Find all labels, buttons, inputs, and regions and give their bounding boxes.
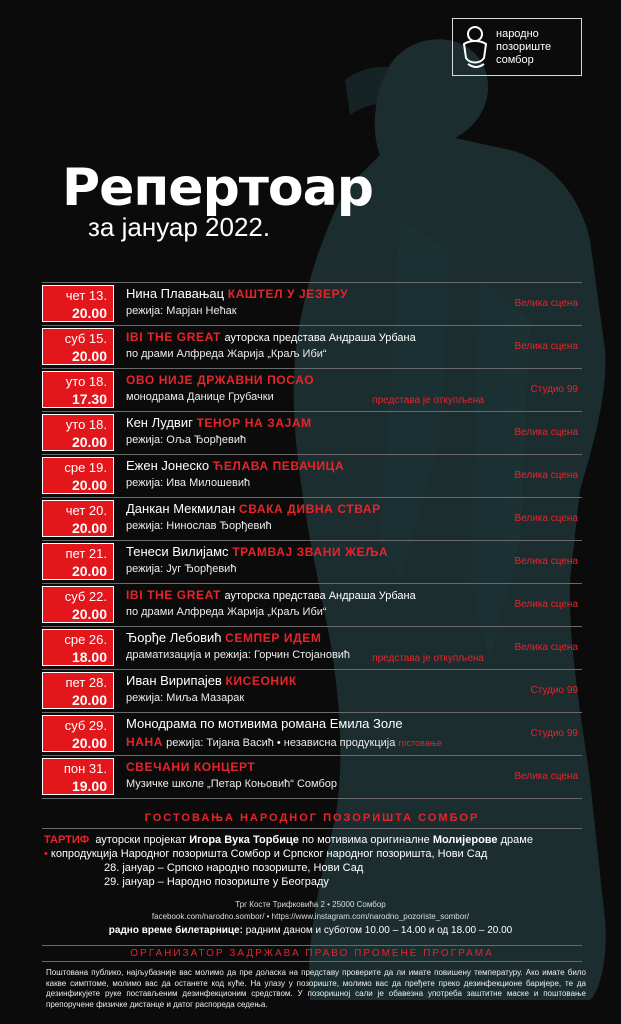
show-director: режија: Оља Ђорђевић — [126, 434, 247, 446]
repertoire-list — [42, 282, 582, 799]
page-title: Репертоар — [62, 158, 373, 218]
date-day: сре 26. — [64, 632, 107, 647]
show-title: СВАКА ДИВНА СТВАР — [238, 502, 381, 516]
page-subtitle: за јануар 2022. — [88, 212, 271, 242]
show-title: СЕМПЕР ИДЕМ — [225, 631, 322, 645]
date-time: 18.00 — [71, 649, 107, 665]
venue-label: Велика сцена — [514, 599, 578, 610]
author: Тенеси Вилијамс — [126, 544, 229, 559]
date-badge — [42, 715, 114, 752]
hours-value: радним даном и суботом 10.00 – 14.00 и од 18.00 – 20.00 — [245, 925, 513, 936]
venue-label: Велика сцена — [514, 298, 578, 309]
author: Иван Вирипајев — [126, 673, 222, 688]
logo-line-2: позориште — [496, 40, 552, 53]
venue-label: Велика сцена — [514, 642, 578, 653]
tour-text-a: ауторски пројекат — [95, 834, 187, 846]
row-line-2 — [126, 305, 237, 317]
date-day: пон 31. — [63, 761, 107, 776]
date-day: чет 13. — [65, 288, 107, 303]
row-line-2 — [126, 563, 236, 575]
theatre-mask-icon — [458, 24, 492, 70]
tour-place-2: – Народно позориште у Београду — [157, 876, 329, 888]
venue-label: Велика сцена — [514, 427, 578, 438]
show-director: режија: Марјан Нећак — [126, 305, 237, 317]
repertoire-row — [42, 584, 582, 627]
date-time: 20.00 — [71, 606, 107, 622]
sold-out-note: представа је откупљена — [372, 653, 484, 664]
box-office-hours — [0, 925, 621, 936]
venue-label: Велика сцена — [514, 513, 578, 524]
logo-line-3: сомбор — [496, 53, 534, 66]
author: Ђорђе Лебовић — [126, 630, 222, 645]
date-badge — [42, 371, 114, 408]
date-time: 20.00 — [71, 348, 107, 364]
venue-label: Велика сцена — [514, 556, 578, 567]
tour-place-1: – Српско народно позориште, Нови Сад — [157, 862, 364, 874]
tour-coproduction: копродукција Народног позоришта Сомбор и Српског народног позоришта, Нови Сад — [50, 848, 488, 860]
hours-label: радно време билетарнице: — [108, 925, 243, 936]
show-title: НАНА — [126, 735, 164, 749]
row-line-2 — [126, 348, 327, 360]
sold-out-note: представа је откупљена — [372, 395, 484, 406]
row-line-2 — [126, 692, 244, 704]
venue-label: Студио 99 — [530, 685, 578, 696]
row-line-2 — [126, 778, 337, 790]
repertoire-row — [42, 282, 582, 326]
tour-title: ТАРТИФ — [44, 834, 90, 846]
date-time: 20.00 — [71, 434, 107, 450]
guest-note: гостовање — [398, 738, 443, 748]
show-director: по драми Алфреда Жарија „Краљ Иби“ — [126, 348, 327, 360]
row-line-2 — [126, 735, 442, 749]
repertoire-row — [42, 412, 582, 455]
venue-label: Велика сцена — [514, 771, 578, 782]
date-day: сре 19. — [64, 460, 107, 475]
row-line-1 — [126, 544, 388, 559]
venue-label: Велика сцена — [514, 341, 578, 352]
row-line-1 — [126, 372, 314, 387]
show-title: IBI THE GREAT — [126, 588, 221, 602]
repertoire-row — [42, 498, 582, 541]
venue-label: Велика сцена — [514, 470, 578, 481]
date-badge — [42, 500, 114, 537]
tour-text-b: Игора Вука Торбице — [189, 834, 299, 846]
tour-date-1: 28. јануар — [104, 862, 155, 874]
tour-line-1 — [44, 833, 604, 847]
date-badge — [42, 328, 114, 365]
date-day: пет 28. — [65, 675, 107, 690]
logo-line-1: народно — [496, 27, 539, 40]
row-line-1 — [126, 458, 344, 473]
row-line-1 — [126, 415, 312, 430]
show-title: СВЕЧАНИ КОНЦЕРТ — [126, 760, 256, 774]
date-time: 20.00 — [71, 735, 107, 751]
row-line-1 — [126, 759, 255, 774]
author: Кен Лудвиг — [126, 415, 193, 430]
tour-text-d: Молијерове — [432, 834, 498, 846]
row-line-2 — [126, 477, 250, 489]
repertoire-row — [42, 541, 582, 584]
repertoire-row — [42, 670, 582, 713]
show-credit: ауторска представа Андраша Урбана — [224, 332, 416, 344]
row-line-2 — [126, 606, 327, 618]
repertoire-row — [42, 713, 582, 756]
date-time: 20.00 — [71, 477, 107, 493]
row-line-2 — [126, 649, 350, 661]
theatre-logo — [452, 18, 582, 76]
program-change-notice: ОРГАНИЗАТОР ЗАДРЖАВА ПРАВО ПРОМЕНЕ ПРОГРАМА — [42, 945, 582, 962]
show-title: ТЕНОР НА ЗАЈАМ — [196, 416, 312, 430]
show-director: режија: Нинослав Ђорђевић — [126, 520, 272, 532]
repertoire-row — [42, 455, 582, 498]
show-title: ТРАМВАЈ ЗВАНИ ЖЕЉА — [232, 545, 389, 559]
author: Данкан Мекмилан — [126, 501, 236, 516]
tour-line-2: • копродукција Народног позоришта Сомбор и Српског народног позоришта, Нови Сад — [44, 848, 488, 860]
tour-text-c: по мотивима оригиналне — [301, 834, 430, 846]
repertoire-row — [42, 756, 582, 799]
show-director: драматизација и режија: Горчин Стојановић — [126, 649, 351, 661]
date-time: 20.00 — [71, 520, 107, 536]
show-director: режија: Југ Ђорђевић — [126, 563, 237, 575]
row-line-2 — [126, 391, 274, 403]
tour-date-2: 29. јануар — [104, 876, 155, 888]
date-badge — [42, 672, 114, 709]
date-badge — [42, 543, 114, 580]
row-line-2 — [126, 520, 272, 532]
row-line-2 — [126, 434, 246, 446]
show-director: режија: Ива Милошевић — [126, 477, 251, 489]
date-badge — [42, 629, 114, 666]
author: Монодрама по мотивима романа Емила Золе — [126, 716, 403, 731]
show-title: ОВО НИЈЕ ДРЖАВНИ ПОСАО — [126, 373, 315, 387]
address: Трг Косте Трифковића 2 • 25000 Сомбор — [235, 900, 386, 909]
show-director: Музичке школе „Петар Коњовић“ Сомбор — [126, 778, 338, 790]
social-links[interactable]: facebook.com/narodno.sombor/ • https://www.instagram.com/narodno_pozoriste_sombor/ — [151, 912, 470, 921]
date-day: уто 18. — [65, 417, 107, 432]
show-title: ЋЕЛАВА ПЕВАЧИЦА — [212, 459, 345, 473]
date-badge — [42, 414, 114, 451]
tour-date-row-1 — [44, 861, 604, 875]
row-line-1 — [126, 716, 403, 731]
show-credit: ауторска представа Андраша Урбана — [224, 590, 416, 602]
date-time: 20.00 — [71, 692, 107, 708]
date-time: 17.30 — [71, 391, 107, 407]
show-title: КИСЕОНИК — [225, 674, 297, 688]
author: Нина Плавањац — [126, 286, 225, 301]
date-day: уто 18. — [65, 374, 107, 389]
date-time: 20.00 — [71, 563, 107, 579]
date-day: суб 22. — [64, 589, 107, 604]
row-line-1 — [126, 329, 416, 344]
date-time: 19.00 — [71, 778, 107, 794]
date-badge — [42, 758, 114, 795]
date-day: чет 20. — [65, 503, 107, 518]
tour-date-row-2 — [44, 875, 604, 889]
date-badge — [42, 285, 114, 322]
tour-section — [44, 833, 604, 889]
row-line-1 — [126, 587, 416, 602]
venue-label: Студио 99 — [530, 384, 578, 395]
show-director: монодрама Данице Грубачки — [126, 391, 274, 403]
venue-label: Студио 99 — [530, 728, 578, 739]
author: Ежен Јонеско — [126, 458, 210, 473]
row-line-1 — [126, 630, 322, 645]
row-line-1 — [126, 286, 348, 301]
date-day: пет 21. — [65, 546, 107, 561]
show-director: по драми Алфреда Жарија „Краљ Иби“ — [126, 606, 327, 618]
row-line-1 — [126, 501, 381, 516]
health-notice: Поштована публико, најљубазније вас молимо да пре доласка на представу проверите да ли имате повишену температуру. Ако имате било какве симптоме, молимо вас да останете код куће. На улазу у позориште, молимо вас да пређете преко дезинфекционе баријере, те да дезинфикујете руке постављеним дезинфекционим средством. У позоришној сали је обавезна употреба заштитне маске и поштовање препоручене физичке дистанце и датог распореда седења. — [46, 968, 586, 1009]
row-line-1 — [126, 673, 297, 688]
show-title: КАШТЕЛ У ЈЕЗЕРУ — [227, 287, 349, 301]
date-day: суб 29. — [64, 718, 107, 733]
show-director: режија: Тијана Васић • независна продукција — [166, 737, 396, 749]
repertoire-row — [42, 326, 582, 369]
date-badge — [42, 457, 114, 494]
show-director: режија: Миља Мазарак — [126, 692, 245, 704]
tour-text-e: драме — [500, 834, 533, 846]
date-time: 20.00 — [71, 305, 107, 321]
repertoire-row — [42, 369, 582, 412]
date-day: суб 15. — [64, 331, 107, 346]
show-title: IBI THE GREAT — [126, 330, 221, 344]
repertoire-row — [42, 627, 582, 670]
tour-heading: ГОСТОВАЊА НАРОДНОГ ПОЗОРИШТА СОМБОР — [42, 812, 582, 829]
date-badge — [42, 586, 114, 623]
